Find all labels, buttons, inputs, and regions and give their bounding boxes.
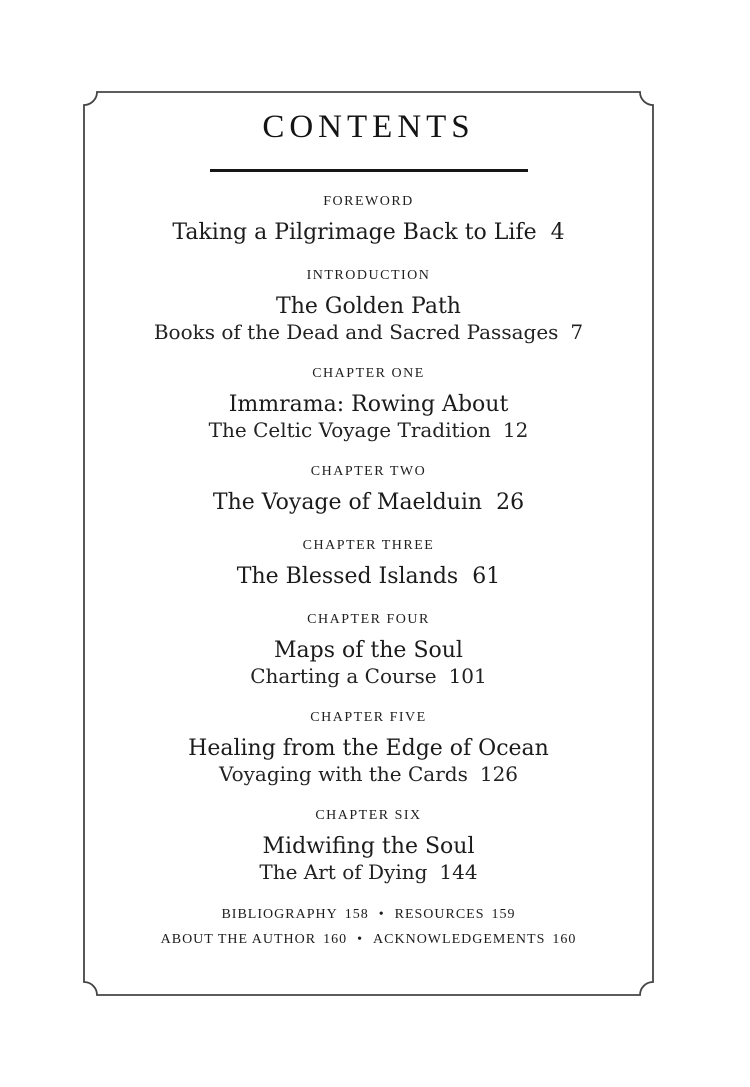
page-number: 160 bbox=[323, 932, 348, 947]
entry-subtitle-text: Books of the Dead and Sacred Passages bbox=[153, 320, 559, 344]
entry-title bbox=[0, 637, 737, 664]
page-number: 126 bbox=[479, 762, 519, 786]
footer-line-author-acknowledgements bbox=[0, 931, 737, 949]
section-label: CHAPTER ONE bbox=[312, 366, 425, 381]
page-number: 4 bbox=[550, 220, 565, 245]
page-number: 26 bbox=[496, 490, 525, 515]
footer-line-bibliography-resources bbox=[0, 906, 737, 924]
entry-title-text: Taking a Pilgrimage Back to Life bbox=[172, 220, 537, 245]
footer-item-label: RESOURCES bbox=[394, 907, 485, 922]
page-title: CONTENTS bbox=[262, 109, 475, 145]
entry-subtitle-text: The Art of Dying bbox=[259, 860, 428, 884]
entry-title-text: The Blessed Islands bbox=[236, 564, 459, 589]
toc-section-foreword bbox=[0, 194, 737, 246]
section-label: CHAPTER FIVE bbox=[310, 710, 427, 725]
section-label: INTRODUCTION bbox=[306, 268, 431, 283]
page-number: 159 bbox=[491, 907, 516, 922]
entry-subtitle bbox=[0, 418, 737, 442]
toc-section-chapter-four bbox=[0, 612, 737, 688]
page-number: 61 bbox=[472, 564, 501, 589]
toc-section-chapter-three bbox=[0, 538, 737, 590]
page-number: 101 bbox=[448, 664, 487, 688]
page-number: 160 bbox=[552, 932, 577, 947]
footer-item-label: ABOUT THE AUTHOR bbox=[160, 932, 317, 947]
section-label: CHAPTER THREE bbox=[302, 538, 435, 553]
entry-subtitle bbox=[0, 860, 737, 884]
toc-section-chapter-six bbox=[0, 808, 737, 884]
section-label: CHAPTER SIX bbox=[315, 808, 422, 823]
entry-title bbox=[0, 293, 737, 320]
entry-subtitle-text: Voyaging with the Cards bbox=[218, 762, 468, 786]
toc-section-chapter-one bbox=[0, 366, 737, 442]
entry-title-text: Midwifing the Soul bbox=[262, 834, 475, 859]
section-label: CHAPTER FOUR bbox=[307, 612, 430, 627]
table-of-contents bbox=[0, 194, 737, 884]
title-divider-rule bbox=[210, 169, 528, 172]
toc-section-chapter-two bbox=[0, 464, 737, 516]
page-number: 158 bbox=[344, 907, 369, 922]
entry-title-text: The Voyage of Maelduin bbox=[212, 490, 483, 515]
entry-subtitle bbox=[0, 762, 737, 786]
toc-section-chapter-five bbox=[0, 710, 737, 786]
page-number: 144 bbox=[439, 860, 478, 884]
footer-item-label: ACKNOWLEDGEMENTS bbox=[373, 932, 546, 947]
section-label: FOREWORD bbox=[323, 194, 414, 209]
page-number: 7 bbox=[570, 320, 584, 344]
toc-section-introduction bbox=[0, 268, 737, 344]
page-number: 12 bbox=[502, 418, 529, 442]
bullet-separator: • bbox=[357, 932, 364, 947]
entry-subtitle bbox=[0, 320, 737, 344]
bullet-separator: • bbox=[378, 907, 385, 922]
entry-title bbox=[0, 563, 737, 590]
entry-subtitle bbox=[0, 664, 737, 688]
section-label: CHAPTER TWO bbox=[310, 464, 427, 479]
entry-title-text: Maps of the Soul bbox=[274, 638, 463, 663]
entry-title bbox=[0, 219, 737, 246]
entry-subtitle-text: The Celtic Voyage Tradition bbox=[208, 418, 491, 442]
entry-title-text: Healing from the Edge of Ocean bbox=[188, 736, 549, 761]
entry-title-text: Immrama: Rowing About bbox=[228, 392, 509, 417]
entry-title bbox=[0, 391, 737, 418]
entry-title bbox=[0, 833, 737, 860]
entry-title bbox=[0, 489, 737, 516]
back-matter-footer bbox=[0, 906, 737, 949]
entry-title bbox=[0, 735, 737, 762]
entry-title-text: The Golden Path bbox=[276, 294, 461, 319]
footer-item-label: BIBLIOGRAPHY bbox=[221, 907, 338, 922]
entry-subtitle-text: Charting a Course bbox=[250, 664, 437, 688]
